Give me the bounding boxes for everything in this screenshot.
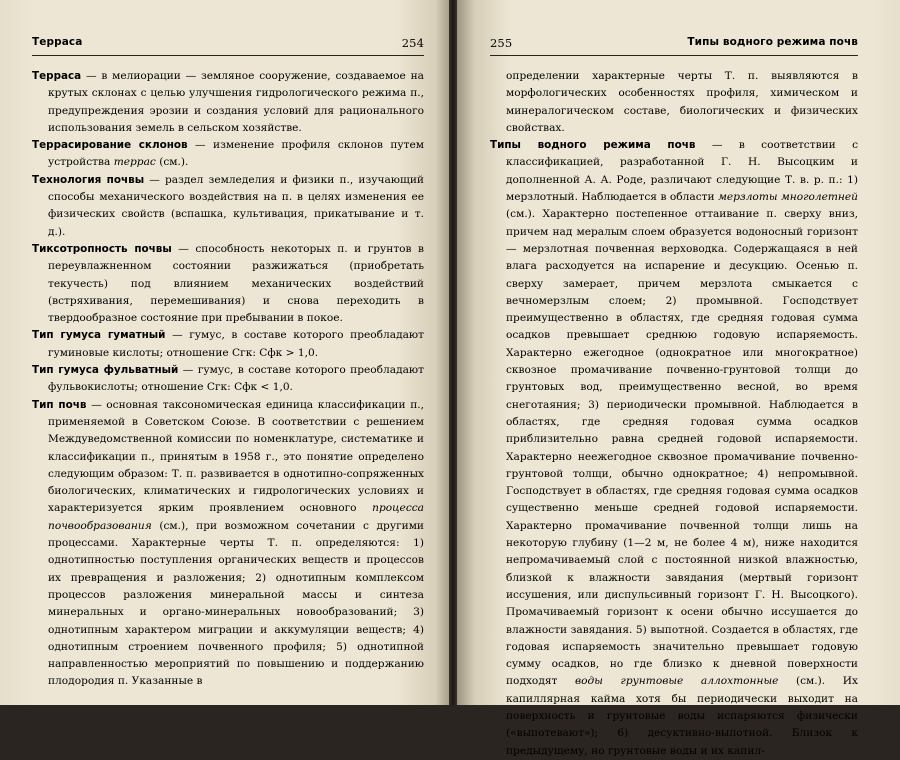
left-page-body xyxy=(32,68,424,691)
entry-definition: — основная таксономическая единица классификации п., применяемой в Советском Союзе. В соответствии с решением Междуведомственной комиссии по номенклатуре, систематике и классификации п., принятым в 1958 г., это понятие определено следующим образом: Т. п. развивается в однотипно-сопряженных биологических, климатических и гидрологических условиях и характеризуется ярким проявлением основного xyxy=(48,398,424,515)
dictionary-entry xyxy=(32,137,424,172)
cross-reference: воды грунтовые аллохтонные xyxy=(575,675,779,688)
dictionary-entry xyxy=(490,137,858,760)
entry-term: Тип гумуса гуматный xyxy=(32,329,166,342)
left-header-title: Терраса xyxy=(32,36,83,48)
right-header-rule xyxy=(490,55,858,56)
dictionary-entry xyxy=(32,68,424,137)
entry-term: Технология почвы xyxy=(32,173,145,186)
entry-definition: — в мелиорации — земляное сооружение, создаваемое на крутых склонах с целью улучшения гидрологического режима п., предупреждения эрозии и создания условий для рационального использования земель в сельском хозяйстве. xyxy=(48,70,424,134)
dictionary-entry xyxy=(32,397,424,691)
entry-definition: — в соответствии с классификацией, разработанной Г. Н. Высоцким и дополненной А. А. Роде, различают следующие Т. в. р. п.: 1) мерзлотный. Наблюдается в области xyxy=(506,139,858,204)
cross-reference: мерзлоты многолетней xyxy=(718,191,858,204)
entry-definition: (см.). Их капиллярная кайма хотя бы периодически выходит на поверхность и грунтовые воды испаряются физически («выпотевают»); 6) десуктивно-выпотной. Близок к предыдущему, но грунтовые воды и их капил- xyxy=(506,675,858,757)
entry-definition: — гумус, в составе которого преобладают гуминовые кислоты; отношение Сгк: Сфк > 1,0. xyxy=(48,329,424,359)
entry-definition: (см.), при возможном сочетании с другими процессами. Характерные черты Т. п. определяются: 1) однотипностью поступления органических веществ и процессов их превращения и разложения; 2) однотипным комплексом процессов разложения минеральной массы и синтеза минеральных и органо-минеральных новообразований; 3) однотипным характером миграции и аккумуляции веществ; 4) однотипным строением почвенного профиля; 5) однотипной направленностью мероприятий по повышению и поддержанию плодородия п. Указанные в xyxy=(48,519,424,688)
entry-definition: (см.). Характерно постепенное оттаивание п. сверху вниз, причем над мералым слоем образуется водоносный горизонт — мерзлотная почвенная верховодка. Содержащаяся в ней влага расходуется на испарение и десукцию. Осенью п. сверху замерает, причем мерзлота смыкается с вечномерзлым слоем; 2) промывной. Господствует преимущественно в областях, где средняя годовая сумма осадков превышает среднюю годовую испаряемость. Характерно ежегодное (однократное или многократное) сквозное промачивание почвенно-грунтовой толщи до грунтовых вод, преимущественно весной, во время снеготаяния; 3) периодически промывной. Наблюдается в областях, где средняя годовая сумма осадков приблизительно равна средней годовой испаряемости. Характерно неежегодное сквозное промачивание почвенно-грунтовой толщи, обычно однократное; 4) непромывной. Господствует в областях, где средняя годовая сумма осадков существенно меньше средней годовой испаряемости. Характерно промачивание почвенной толщи лишь на некоторую глубину (1—2 м, не более 4 м), ниже находится непромачиваемый слой с постоянной низкой влажностью, близкой к влажности завядания (мертвый горизонт иссушения, или диспульсивный горизонт Г. Н. Высоцкого). Промачиваемый горизонт к осени обычно иссушается до влажности завядания. 5) выпотной. Создается в областях, где годовая испаряемость значительно превышает годовую сумму осадков, но где близко к дневной поверхности подходят xyxy=(506,208,858,688)
dictionary-entry xyxy=(32,241,424,327)
cross-reference: процесса почвообразования xyxy=(48,502,424,532)
right-header-title: Типы водного режима почв xyxy=(687,36,858,48)
right-page-body xyxy=(490,68,858,760)
entry-definition: — изменение профиля склонов путем устройства xyxy=(48,139,424,169)
dictionary-entry xyxy=(32,327,424,362)
entry-term: Типы водного режима почв xyxy=(490,139,696,152)
right-page-number: 255 xyxy=(490,36,513,50)
entry-term: Тиксотропность почвы xyxy=(32,242,172,255)
right-running-header xyxy=(490,36,858,52)
entry-definition: (см.). xyxy=(155,156,189,169)
left-header-rule xyxy=(32,55,424,56)
dictionary-entry xyxy=(32,362,424,397)
entry-term: Терраса xyxy=(32,70,82,82)
cross-reference: террас xyxy=(113,156,156,169)
continuation-paragraph: определении характерные черты Т. п. выявляются в морфологических особенностях профиля, химическом и минералогическом составе, биологических и физических свойствах. xyxy=(506,70,858,134)
entry-term: Тип почв xyxy=(32,398,87,411)
book-gutter xyxy=(449,0,457,705)
left-page-number: 254 xyxy=(401,36,424,50)
entry-definition: — гумус, в составе которого преобладают фульвокислоты; отношение Сгк: Сфк < 1,0. xyxy=(48,364,424,394)
entry-definition: — способность некоторых п. и грунтов в переувлажненном состоянии разжижаться (приобретать текучесть) под влиянием механических воздействий (встряхивания, перемешивания) и снова переходить в твердообразное состояние при пребывании в покое. xyxy=(48,242,424,325)
entry-term: Террасирование склонов xyxy=(32,139,188,152)
dictionary-entry xyxy=(32,172,424,241)
entry-definition: — раздел земледелия и физики п., изучающий способы механического воздействия на п. в целях изменения ее физических свойств (вспашка, культивация, прикатывание и т. д.). xyxy=(48,173,424,238)
entry-term: Тип гумуса фульватный xyxy=(32,364,179,377)
left-running-header xyxy=(32,36,424,52)
